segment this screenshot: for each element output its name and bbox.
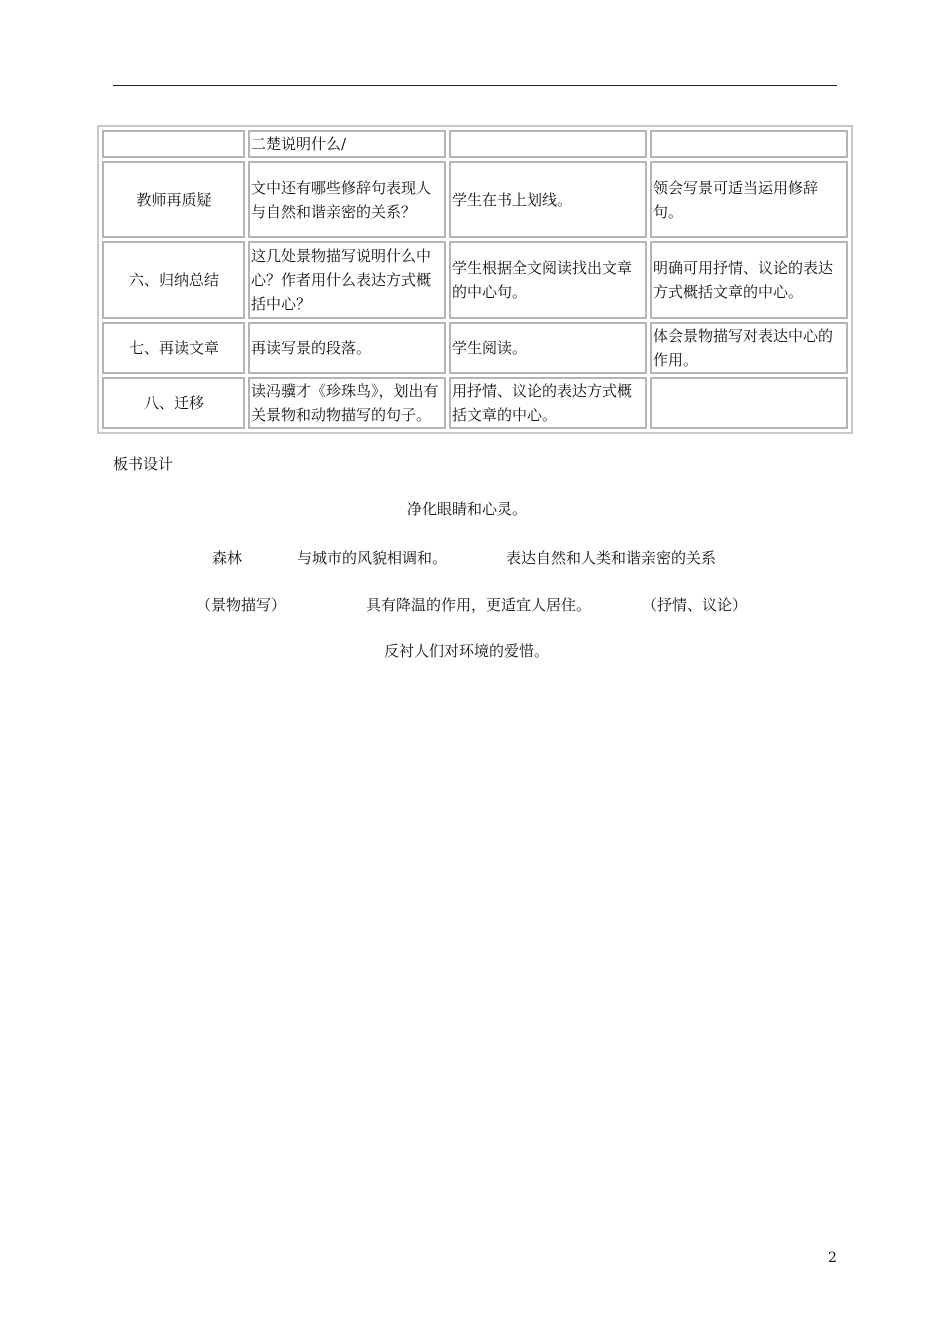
teacher-activity-cell: 文中还有哪些修辞句表现人与自然和谐亲密的关系？ [248, 161, 446, 238]
student-activity-cell: 用抒情、议论的表达方式概括文章的中心。 [449, 377, 647, 429]
stage-cell [102, 130, 245, 158]
lesson-table [97, 125, 853, 434]
board-mode: （抒情、议论） [642, 596, 748, 614]
student-activity-cell: 学生阅读。 [449, 322, 647, 374]
teaching-goal-cell [650, 377, 848, 429]
board-line-cooling: 具有降温的作用，更适宜人居住。 [366, 596, 592, 614]
stage-cell: 七、再读文章 [102, 322, 245, 374]
teaching-goal-cell: 明确可用抒情、议论的表达方式概括文章的中心。 [650, 241, 848, 319]
teacher-activity-cell: 再读写景的段落。 [248, 322, 446, 374]
board-line-purify: 净化眼睛和心灵。 [407, 500, 528, 518]
table-row [102, 241, 848, 319]
student-activity-cell: 学生根据全文阅读找出文章的中心句。 [449, 241, 647, 319]
table-row [102, 161, 848, 238]
teacher-activity-cell: 读冯骥才《珍珠鸟》，划出有关景物和动物描写的句子。 [248, 377, 446, 429]
table-row [102, 322, 848, 374]
student-activity-cell: 学生在书上划线。 [449, 161, 647, 238]
table-row [102, 130, 848, 158]
page-number: 2 [828, 1250, 837, 1266]
board-line-harmony: 与城市的风貌相调和。 [297, 549, 448, 567]
teacher-activity-cell: 二楚说明什么/ [248, 130, 446, 158]
teaching-goal-cell [650, 130, 848, 158]
board-method: （景物描写） [196, 596, 287, 614]
table-row [102, 377, 848, 429]
header-rule [113, 85, 837, 86]
teaching-goal-cell: 领会写景可适当运用修辞句。 [650, 161, 848, 238]
teacher-activity-cell: 这几处景物描写说明什么中心？作者用什么表达方式概括中心？ [248, 241, 446, 319]
student-activity-cell [449, 130, 647, 158]
stage-cell: 八、迁移 [102, 377, 245, 429]
board-design-heading: 板书设计 [113, 455, 174, 473]
stage-cell: 教师再质疑 [102, 161, 245, 238]
teaching-goal-cell: 体会景物描写对表达中心的作用。 [650, 322, 848, 374]
board-line-contrast: 反衬人们对环境的爱惜。 [384, 642, 550, 660]
stage-cell: 六、归纳总结 [102, 241, 245, 319]
board-topic: 森林 [212, 549, 243, 567]
board-theme: 表达自然和人类和谐亲密的关系 [506, 549, 717, 567]
